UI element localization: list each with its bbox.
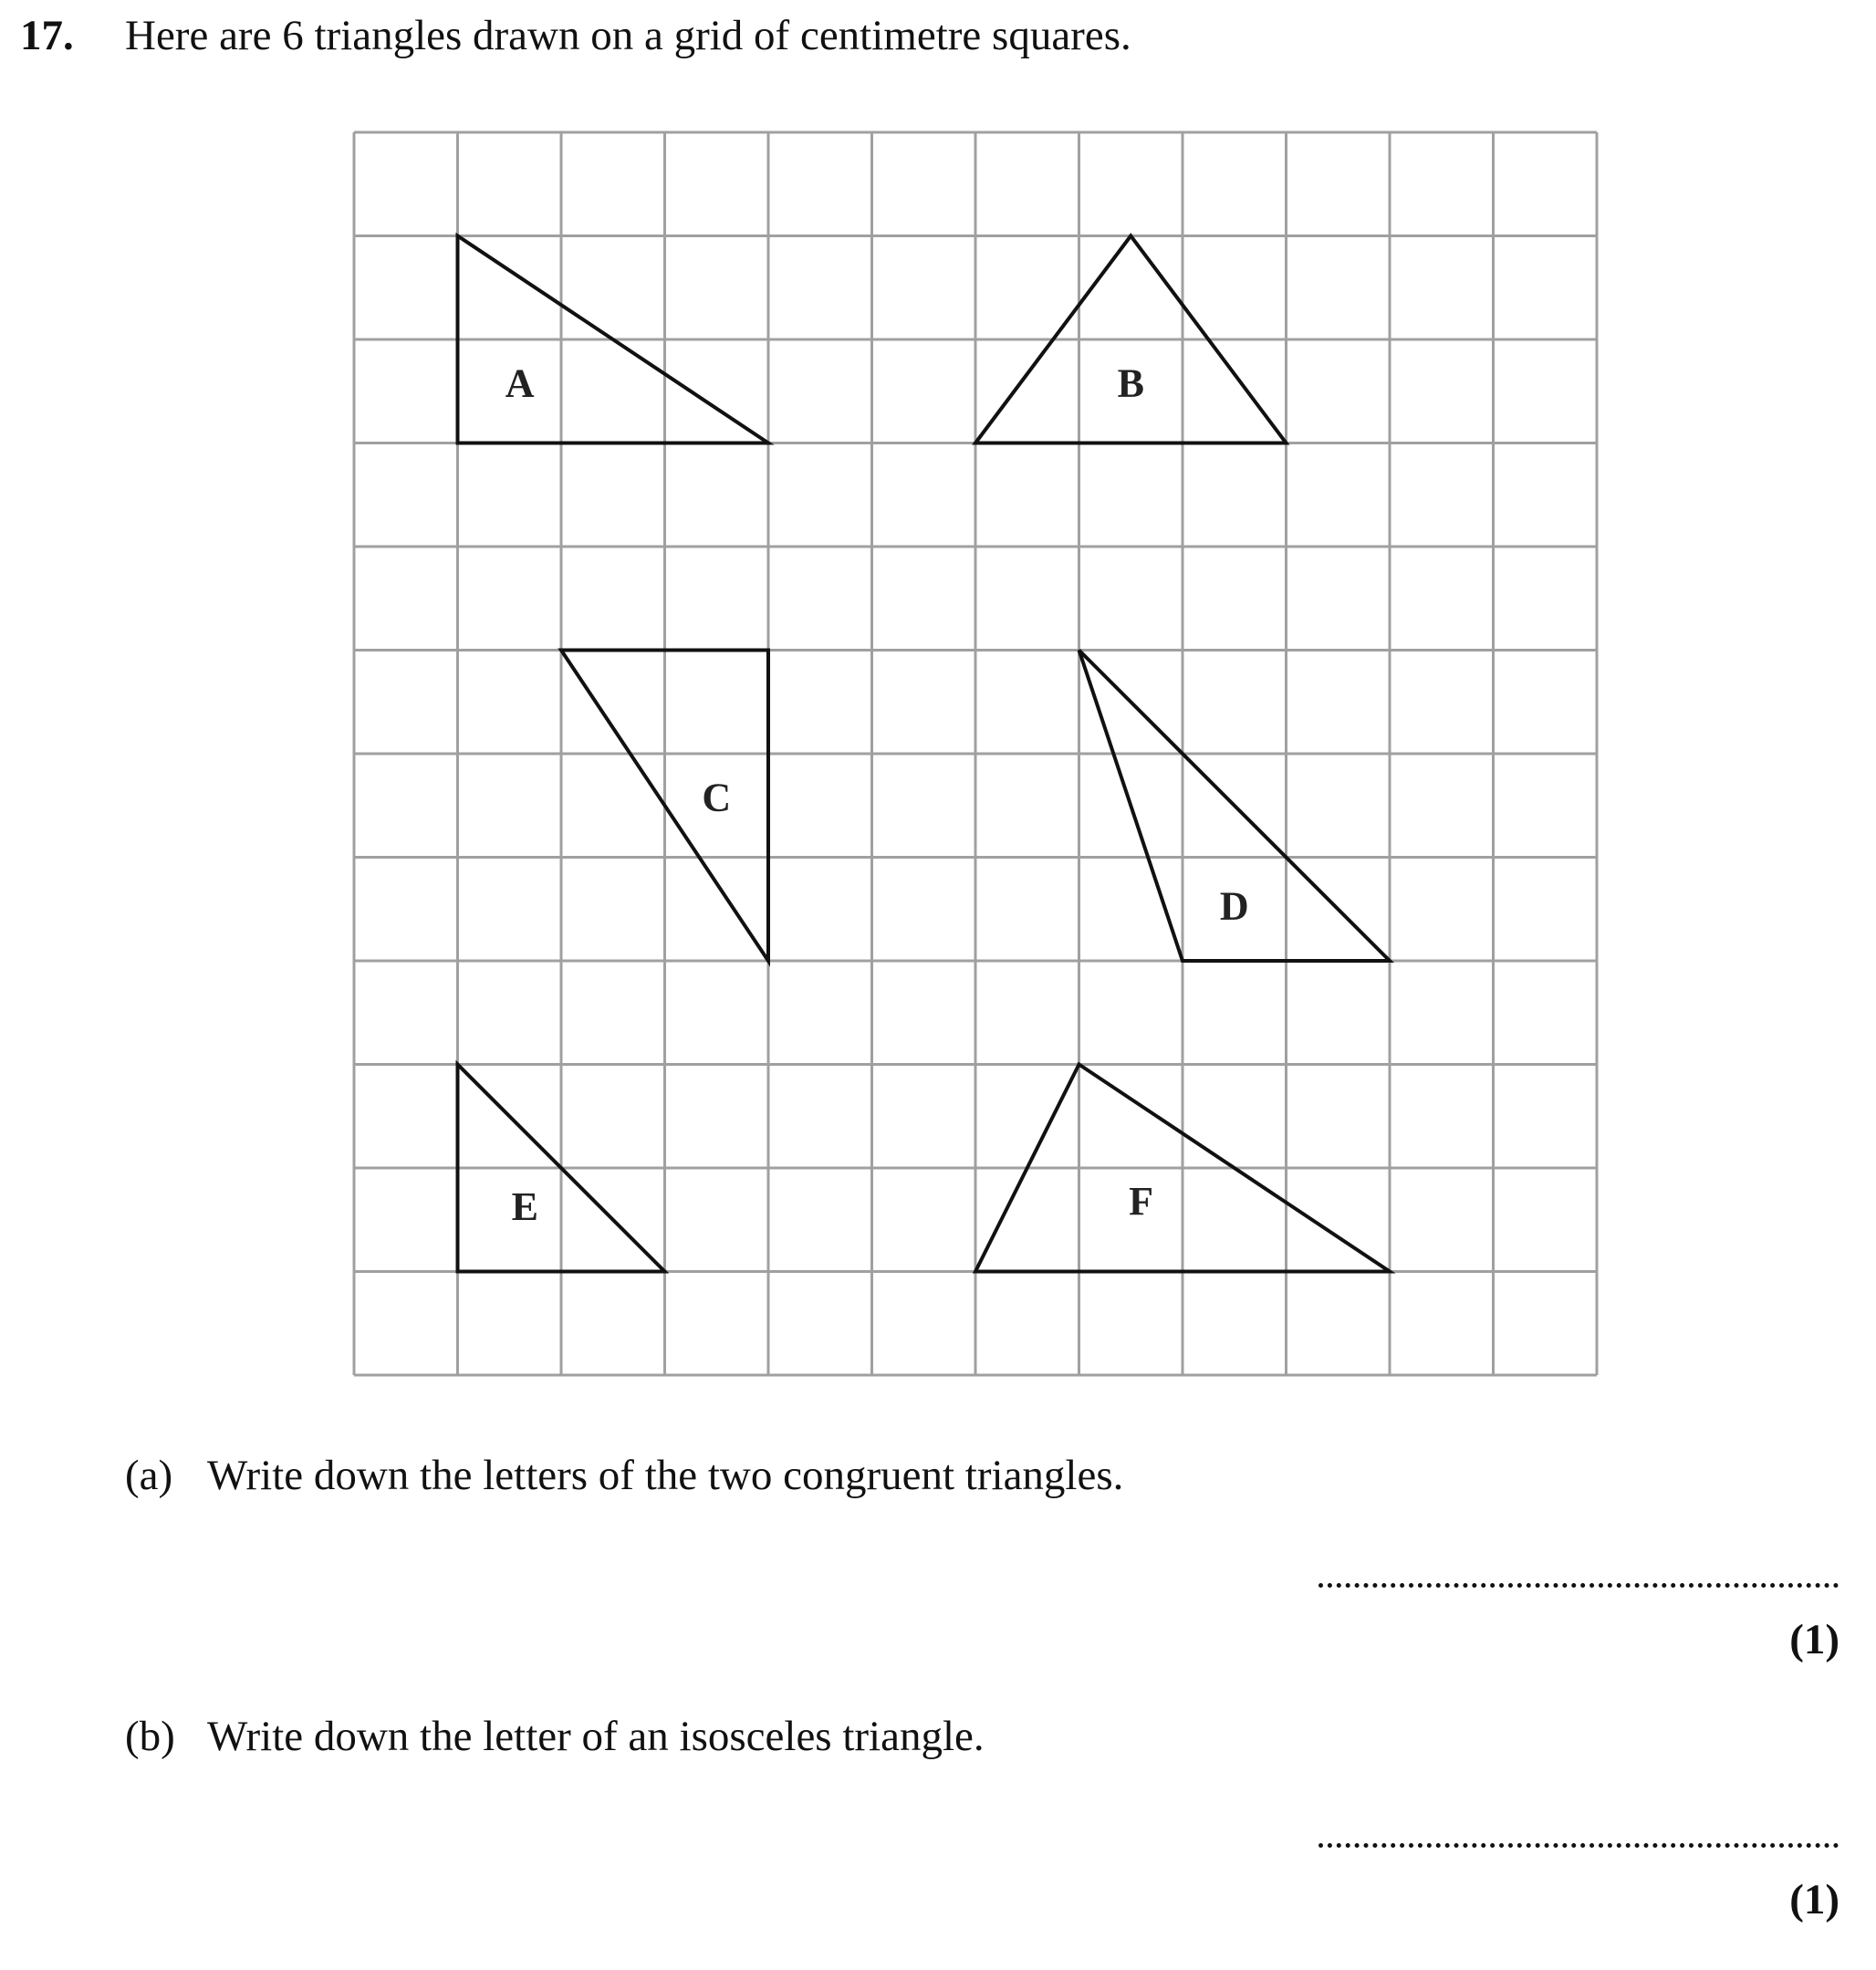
marks-b: (1) bbox=[1789, 1876, 1840, 1923]
triangle-label-f: F bbox=[1129, 1179, 1154, 1225]
question-number: 17. bbox=[20, 12, 74, 59]
triangle-label-c: C bbox=[702, 775, 732, 820]
triangle-label-b: B bbox=[1117, 360, 1144, 406]
triangle-label-e: E bbox=[511, 1183, 538, 1229]
part-a bbox=[125, 1451, 1123, 1500]
part-a-label: (a) bbox=[125, 1452, 173, 1499]
triangle-label-a: A bbox=[505, 360, 535, 406]
triangle-label-d: D bbox=[1219, 883, 1249, 929]
answer-line-b[interactable] bbox=[1318, 1843, 1839, 1848]
question-text: Here are 6 triangles drawn on a grid of centimetre squares. bbox=[125, 12, 1131, 59]
part-a-text: Write down the letters of the two congruent triangles. bbox=[207, 1452, 1124, 1499]
marks-a: (1) bbox=[1789, 1616, 1840, 1663]
part-b-text: Write down the letter of an isosceles triangle. bbox=[207, 1713, 985, 1760]
part-b bbox=[125, 1712, 985, 1761]
part-b-label: (b) bbox=[125, 1713, 175, 1760]
answer-line-a[interactable] bbox=[1318, 1583, 1839, 1588]
grid-lines bbox=[354, 132, 1597, 1375]
